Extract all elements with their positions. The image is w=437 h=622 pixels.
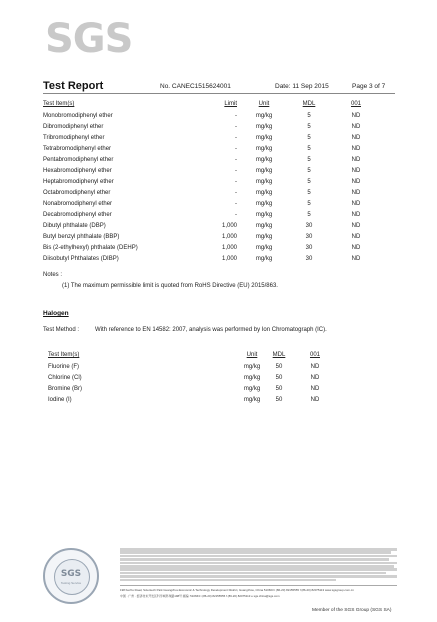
cell-unit: mg/kg [243, 397, 261, 403]
table-row [43, 155, 388, 165]
cell-result: ND [351, 256, 361, 262]
cell-mdl: 5 [307, 113, 311, 119]
cell-mdl: 5 [307, 190, 311, 196]
note-item: (1) The maximum permissible limit is quoted from RoHS Directive (EU) 2015/863. [62, 283, 278, 289]
cell-limit: 1,000 [221, 245, 237, 251]
cell-unit: mg/kg [255, 168, 273, 174]
cell-mdl: 5 [307, 157, 311, 163]
cell-unit: mg/kg [255, 124, 273, 130]
cell-unit: mg/kg [255, 135, 273, 141]
cell-name: Pentabromodiphenyl ether [43, 157, 114, 163]
cell-unit: mg/kg [243, 364, 261, 370]
cell-unit: mg/kg [255, 223, 273, 229]
cell-unit: mg/kg [255, 190, 273, 196]
cell-limit: - [235, 201, 237, 207]
table-row [43, 384, 388, 394]
cell-name: Diisobutyl Phthalates (DIBP) [43, 256, 119, 262]
page-number: Page 3 of 7 [352, 83, 386, 90]
cell-limit: - [235, 124, 237, 130]
table-row [43, 111, 388, 121]
cell-unit: mg/kg [255, 212, 273, 218]
address-line-en: 198 Kezhu Road, Scientech Park Guangzhou Economic & Technology Development District, Guangzhou, China 510663 t (86-20) 82155555 f (86-20) 82075113 www.sgsgroup.com.cn [120, 588, 354, 592]
cell-result: ND [310, 397, 320, 403]
cell-name: Butyl benzyl phthalate (BBP) [43, 234, 120, 240]
cell-mdl: 5 [307, 201, 311, 207]
cell-name: Monobromodiphenyl ether [43, 113, 113, 119]
table-row [43, 362, 388, 372]
cell-mdl: 5 [307, 212, 311, 218]
table-row [43, 166, 388, 176]
cell-limit: - [235, 212, 237, 218]
cell-name: Nonabromodiphenyl ether [43, 201, 113, 207]
notes-label: Notes : [43, 272, 63, 278]
footer-rule [120, 585, 397, 586]
cell-name: Heptabromodiphenyl ether [43, 179, 114, 185]
cell-unit: mg/kg [255, 245, 273, 251]
table-row [43, 177, 388, 187]
cell-name: Dibutyl phthalate (DBP) [43, 223, 106, 229]
cell-mdl: 50 [275, 386, 283, 392]
table-row [43, 210, 388, 220]
cell-mdl: 50 [275, 364, 283, 370]
cell-limit: - [235, 168, 237, 174]
cell-unit: mg/kg [243, 386, 261, 392]
table-row [43, 122, 388, 132]
table-row [43, 254, 388, 264]
sgs-logo: SGS [45, 16, 133, 62]
cell-mdl: 5 [307, 168, 311, 174]
cell-name: Iodine (I) [48, 397, 72, 403]
cell-result: ND [351, 157, 361, 163]
section-title: Halogen [43, 310, 69, 317]
table-row [43, 144, 388, 154]
table-header [43, 99, 388, 109]
cell-mdl: 50 [275, 397, 283, 403]
cell-name: Fluorine (F) [48, 364, 80, 370]
cell-mdl: 30 [305, 234, 313, 240]
cell-unit: mg/kg [255, 201, 273, 207]
cell-mdl: 5 [307, 135, 311, 141]
cell-name: Chlorine (Cl) [48, 375, 82, 381]
cell-name: Hexabromodiphenyl ether [43, 168, 112, 174]
sgs-seal-stamp [43, 548, 99, 604]
col-unit: Unit [258, 101, 270, 107]
seal-subtext: Testing Service [60, 581, 82, 585]
address-line-cn: 中国 · 广州 · 经济技术开发区科学城科珠路198号 邮编: 510663 t (86-20) 82155555 f (86-20) 82075113 e sgs.china@sgs.com [120, 594, 280, 598]
cell-unit: mg/kg [255, 256, 273, 262]
table-row [43, 133, 388, 143]
cell-limit: - [235, 113, 237, 119]
table-header [43, 350, 388, 360]
col-limit: Limit [224, 101, 237, 107]
cell-result: ND [310, 386, 320, 392]
cell-result: ND [351, 135, 361, 141]
seal-logo-text: SGS [60, 569, 82, 579]
cell-mdl: 30 [305, 223, 313, 229]
cell-mdl: 50 [275, 375, 283, 381]
cell-limit: 1,000 [221, 223, 237, 229]
cell-name: Tribromodiphenyl ether [43, 135, 105, 141]
cell-mdl: 30 [305, 245, 313, 251]
cell-unit: mg/kg [243, 375, 261, 381]
cell-name: Bromine (Br) [48, 386, 83, 392]
col-result: 001 [309, 352, 320, 358]
cell-result: ND [351, 234, 361, 240]
cell-result: ND [351, 245, 361, 251]
test-method-text: With reference to EN 14582: 2007, analysis was performed by Ion Chromatograph (IC). [95, 327, 327, 333]
cell-name: Tetrabromodiphenyl ether [43, 146, 112, 152]
test-method-label: Test Method : [43, 327, 80, 333]
cell-limit: - [235, 190, 237, 196]
table-row [43, 199, 388, 209]
col-test-items: Test Item(s) [48, 352, 80, 358]
cell-result: ND [351, 212, 361, 218]
member-text: Member of the SGS Group (SGS SA) [312, 608, 392, 613]
cell-unit: mg/kg [255, 179, 273, 185]
table-row [43, 373, 388, 383]
table-row [43, 243, 388, 253]
cell-result: ND [351, 113, 361, 119]
cell-result: ND [310, 375, 320, 381]
report-date: Date: 11 Sep 2015 [275, 83, 329, 90]
cell-result: ND [351, 146, 361, 152]
cell-unit: mg/kg [255, 157, 273, 163]
cell-limit: 1,000 [221, 234, 237, 240]
cell-limit: 1,000 [221, 256, 237, 262]
cell-result: ND [351, 190, 361, 196]
cell-limit: - [235, 179, 237, 185]
cell-mdl: 5 [307, 124, 311, 130]
table-row [43, 221, 388, 231]
cell-result: ND [351, 201, 361, 207]
cell-limit: - [235, 157, 237, 163]
cell-result: ND [310, 364, 320, 370]
cell-mdl: 5 [307, 146, 311, 152]
table-row [43, 188, 388, 198]
col-result: 001 [350, 101, 361, 107]
cell-unit: mg/kg [255, 146, 273, 152]
cell-result: ND [351, 168, 361, 174]
cell-unit: mg/kg [255, 113, 273, 119]
fine-print-block [120, 548, 397, 582]
cell-name: Dibromodiphenyl ether [43, 124, 104, 130]
col-mdl: MDL [272, 352, 286, 358]
cell-name: Octabromodiphenyl ether [43, 190, 111, 196]
header-rule [43, 93, 395, 94]
table-row [43, 395, 388, 405]
cell-name: Bis (2-ethylhexyl) phthalate (DEHP) [43, 245, 138, 251]
report-number: No. CANEC1515624001 [160, 83, 231, 90]
cell-result: ND [351, 223, 361, 229]
table-row [43, 232, 388, 242]
cell-limit: - [235, 135, 237, 141]
cell-name: Decabromodiphenyl ether [43, 212, 112, 218]
cell-limit: - [235, 146, 237, 152]
col-mdl: MDL [302, 101, 316, 107]
cell-result: ND [351, 124, 361, 130]
col-unit: Unit [246, 352, 258, 358]
cell-result: ND [351, 179, 361, 185]
cell-unit: mg/kg [255, 234, 273, 240]
cell-mdl: 30 [305, 256, 313, 262]
cell-mdl: 5 [307, 179, 311, 185]
col-test-items: Test Item(s) [43, 101, 75, 107]
report-title: Test Report [43, 80, 104, 92]
